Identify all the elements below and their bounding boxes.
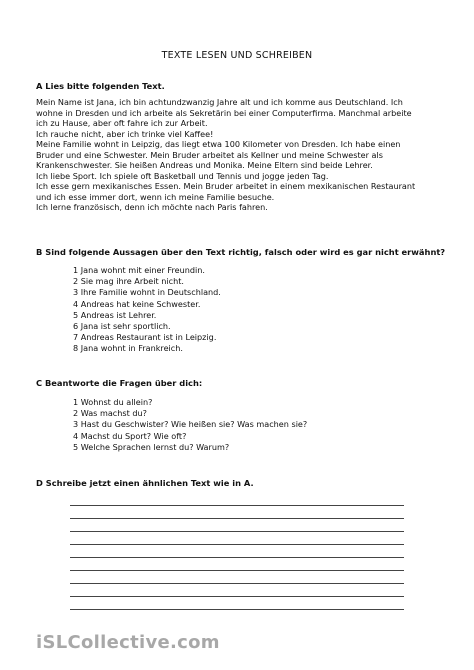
watermark-logo: iSLCollective.com	[36, 632, 220, 653]
writing-line[interactable]	[70, 583, 404, 584]
writing-line[interactable]	[70, 557, 404, 558]
section-c-list	[73, 397, 307, 453]
section-a-heading: A Lies bitte folgenden Text.	[36, 81, 165, 91]
list-item: 1 Jana wohnt mit einer Freundin.	[73, 265, 205, 275]
list-item: 8 Jana wohnt in Frankreich.	[73, 343, 183, 354]
section-d-heading: D Schreibe jetzt einen ähnlichen Text wie in A.	[36, 478, 254, 488]
list-item: 7 Andreas Restaurant ist in Leipzig.	[73, 332, 217, 343]
writing-line[interactable]	[70, 544, 404, 545]
text-line: Krankenschwester. Sie heißen Andreas und Monika. Meine Eltern sind beide Lehrer.	[36, 160, 373, 171]
text-line: wohne in Dresden und ich arbeite als Sekretärin bei einer Computerfirma. Manchmal arbeite	[36, 107, 412, 118]
text-line: und ich esse immer dort, wenn ich meine Familie besuche.	[36, 191, 275, 202]
section-a-text	[36, 97, 446, 213]
list-item: 3 Hast du Geschwister? Wie heißen sie? Was machen sie?	[73, 419, 308, 430]
text-line: Bruder und eine Schwester. Mein Bruder arbeitet als Kellner und meine Schwester als	[36, 149, 383, 160]
text-line: Ich esse gern mexikanisches Essen. Mein Bruder arbeitet in einem mexikanischen Restaurant	[36, 181, 416, 192]
list-item: 5 Andreas ist Lehrer.	[73, 309, 157, 320]
list-item: 2 Sie mag ihre Arbeit nicht.	[73, 276, 184, 287]
text-line: Ich rauche nicht, aber ich trinke viel Kaffee!	[36, 128, 214, 139]
writing-line[interactable]	[70, 531, 404, 532]
writing-line[interactable]	[70, 518, 404, 519]
list-item: 2 Was machst du?	[73, 408, 147, 419]
text-line: Ich lerne französisch, denn ich möchte nach Paris fahren.	[36, 202, 268, 213]
text-line: Mein Name ist Jana, ich bin achtundzwanzig Jahre alt und ich komme aus Deutschland. Ich	[36, 97, 403, 107]
writing-line[interactable]	[70, 609, 404, 610]
writing-line[interactable]	[70, 505, 404, 506]
list-item: 5 Welche Sprachen lernst du? Warum?	[73, 441, 230, 452]
text-line: Ich liebe Sport. Ich spiele oft Basketball und Tennis und jogge jeden Tag.	[36, 170, 329, 181]
list-item: 6 Jana ist sehr sportlich.	[73, 321, 171, 332]
section-c-heading: C Beantworte die Fragen über dich:	[36, 378, 203, 388]
text-line: Meine Familie wohnt in Leipzig, das liegt etwa 100 Kilometer von Dresden. Ich habe einen	[36, 139, 401, 150]
writing-line[interactable]	[70, 570, 404, 571]
section-b-heading: B Sind folgende Aussagen über den Text richtig, falsch oder wird es gar nicht erwähnt?	[36, 247, 446, 257]
writing-lines[interactable]	[70, 505, 404, 622]
list-item: 3 Ihre Familie wohnt in Deutschland.	[73, 287, 221, 298]
page-title: TEXTE LESEN UND SCHREIBEN	[161, 50, 313, 61]
list-item: 1 Wohnst du allein?	[73, 397, 153, 407]
list-item: 4 Andreas hat keine Schwester.	[73, 298, 201, 309]
writing-line[interactable]	[70, 596, 404, 597]
list-item: 4 Machst du Sport? Wie oft?	[73, 430, 187, 441]
text-line: ich zu Hause, aber oft fahre ich zur Arbeit.	[36, 118, 208, 129]
section-b-list	[73, 265, 221, 355]
